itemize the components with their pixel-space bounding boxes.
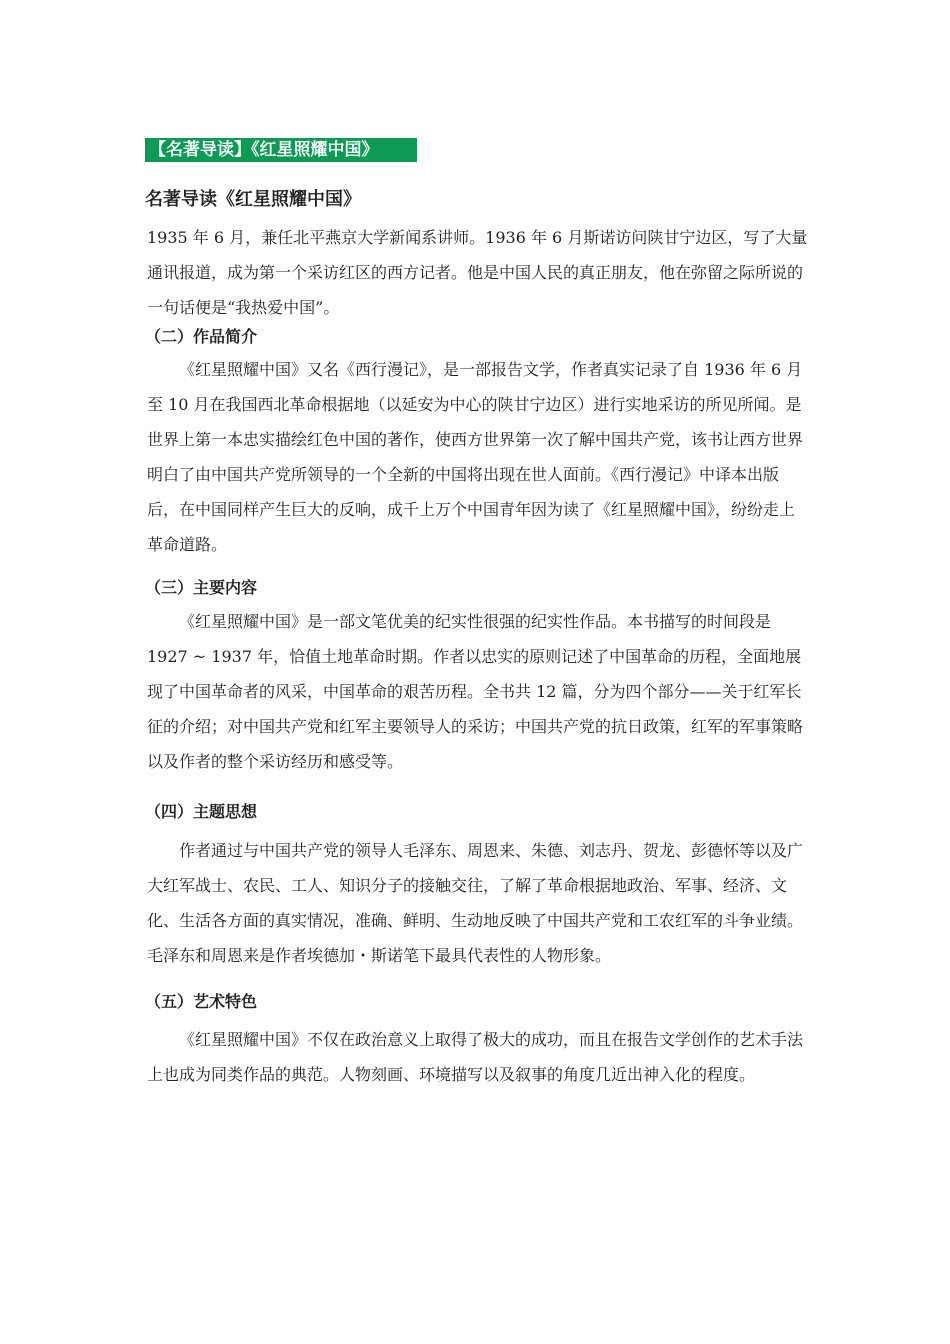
section-banner: 【名著导读】《红星照耀中国》 (145, 138, 417, 162)
intro-paragraph: 1935 年 6 月，兼任北平燕京大学新闻系讲师。1936 年 6 月斯诺访问陕甘宁边区，写了大量通讯报道，成为第一个采访红区的西方记者。他是中国人民的真正朋友，他在弥留之际所说的一句话便是“我热爱中国”。 (147, 228, 808, 317)
heading-theme: （四）主题思想 (145, 802, 258, 821)
paragraph-work-intro: 《红星照耀中国》又名《西行漫记》，是一部报告文学，作者真实记录了自 1936 年 6 月至 10 月在我国西北革命根据地（以延安为中心的陕甘宁边区）进行实地采访的所见所闻。是世界上第一本忠实描绘红色中国的著作，使西方世界第一次了解中国共产党，该书让西方世界明白了由中国共产党所领导的一个全新的中国将出现在世人面前。《西行漫记》中译本出版后，在中国同样产生巨大的反响，成千上万个中国青年因为读了《红星照耀中国》，纷纷走上革命道路。 (147, 360, 804, 554)
heading-art-features: （五）艺术特色 (145, 992, 258, 1011)
page-title: 名著导读《红星照耀中国》 (145, 189, 361, 210)
heading-work-intro: （二）作品简介 (145, 327, 258, 346)
paragraph-art-features: 《红星照耀中国》不仅在政治意义上取得了极大的成功，而且在报告文学创作的艺术手法上也成为同类作品的典范。人物刻画、环境描写以及叙事的角度几近出神入化的程度。 (147, 1030, 804, 1084)
paragraph-theme: 作者通过与中国共产党的领导人毛泽东、周恩来、朱德、刘志丹、贺龙、彭德怀等以及广大红军战士、农民、工人、知识分子的接触交往，了解了革命根据地政治、军事、经济、文化、生活各方面的真实情况，准确、鲜明、生动地反映了中国共产党和工农红军的斗争业绩。毛泽东和周恩来是作者埃德加・斯诺笔下最具代表性的人物形象。 (147, 841, 804, 965)
paragraph-main-content: 《红星照耀中国》是一部文笔优美的纪实性很强的纪实性作品。本书描写的时间段是 1927 ~ 1937 年，恰值土地革命时期。作者以忠实的原则记述了中国革命的历程，全面地展现了中国革命者的风采，中国革命的艰苦历程。全书共 12 篇，分为四个部分——关于红军长征的介绍；对中国共产党和红军主要领导人的采访；中国共产党的抗日政策，红军的军事策略以及作者的整个采访经历和感受等。 (147, 612, 804, 771)
heading-main-content: （三）主要内容 (145, 578, 258, 597)
